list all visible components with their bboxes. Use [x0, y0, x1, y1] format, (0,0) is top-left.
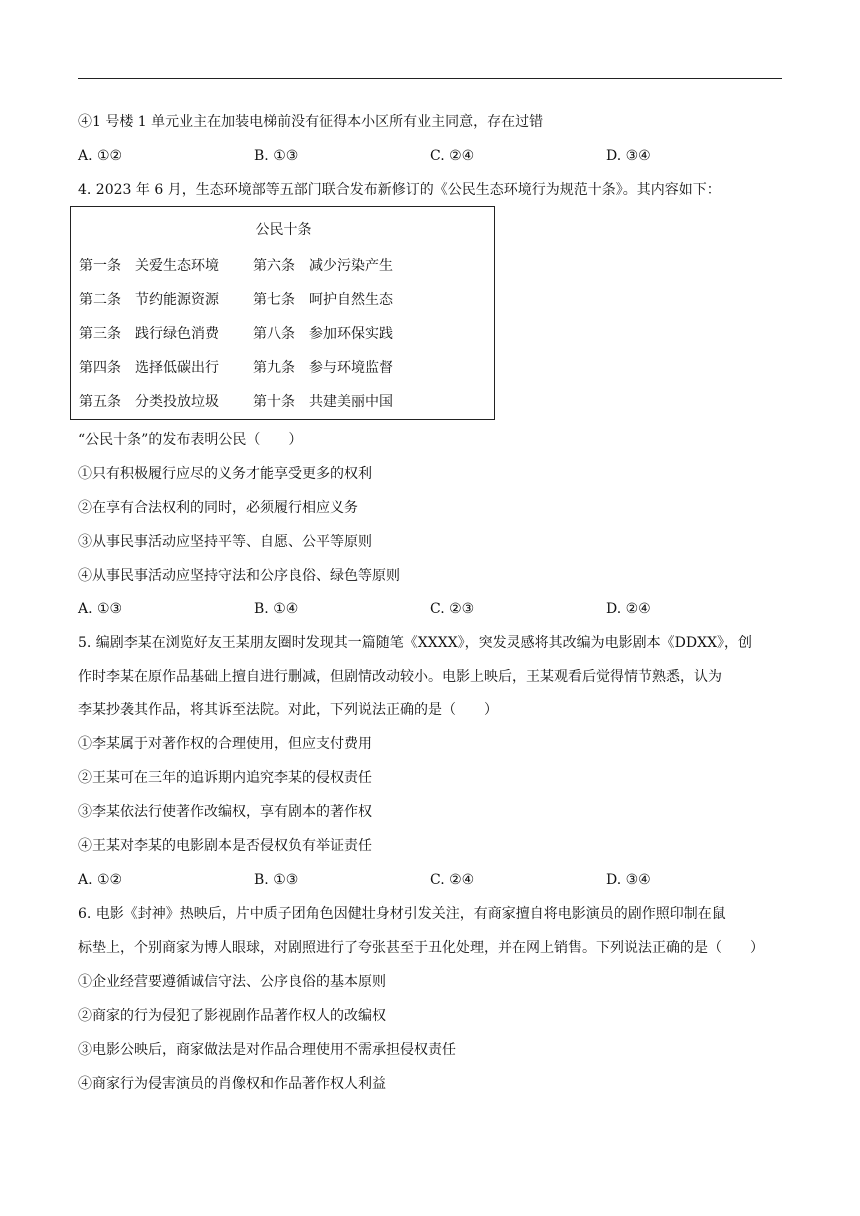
rule-right: 第十条 共建美丽中国	[253, 394, 393, 410]
q5-option-a: A. ①②	[78, 872, 123, 888]
q3-item-4: ④1 号楼 1 单元业主在加装电梯前没有征得本小区所有业主同意，存在过错	[78, 114, 544, 130]
q3-option-b: B. ①③	[254, 148, 299, 164]
q5-stem-line-1: 5. 编剧李某在浏览好友王某朋友圈时发现其一篇随笔《XXXX》，突发灵感将其改编为电影剧本《DDXX》，创	[78, 635, 753, 651]
rule-left: 第四条 选择低碳出行	[79, 360, 219, 376]
q4-question: “公民十条”的发布表明公民（ ）	[78, 432, 303, 448]
q6-stem-line-1: 6. 电影《封神》热映后，片中质子团角色因健壮身材引发关注，有商家擅自将电影演员的剧作照印制在鼠	[78, 906, 726, 922]
q6-item-2: ②商家的行为侵犯了影视剧作品著作权人的改编权	[78, 1008, 386, 1024]
q5-stem-line-2: 作时李某在原作品基础上擅自进行删减，但剧情改动较小。电影上映后，王某观看后觉得情节熟悉，认为	[78, 669, 722, 685]
q4-item-1: ①只有积极履行应尽的义务才能享受更多的权利	[78, 466, 372, 482]
q6-stem-line-2: 标垫上，个别商家为博人眼球，对剧照进行了夸张甚至于丑化处理，并在网上销售。下列说法正确的是（ ）	[78, 940, 764, 956]
q5-option-c: C. ②④	[430, 872, 475, 888]
rule-right: 第九条 参与环境监督	[253, 360, 393, 376]
q3-option-a: A. ①②	[78, 148, 123, 164]
q4-item-4: ④从事民事活动应坚持守法和公序良俗、绿色等原则	[78, 568, 400, 584]
q3-option-d: D. ③④	[606, 148, 651, 164]
q5-item-3: ③李某依法行使著作改编权，享有剧本的著作权	[78, 804, 372, 820]
q6-item-1: ①企业经营要遵循诚信守法、公序良俗的基本原则	[78, 974, 386, 990]
citizen-ten-rules-box	[70, 206, 495, 420]
q3-option-c: C. ②④	[430, 148, 475, 164]
rule-right: 第七条 呵护自然生态	[253, 292, 393, 308]
q5-item-1: ①李某属于对著作权的合理使用，但应支付费用	[78, 736, 372, 752]
q4-item-3: ③从事民事活动应坚持平等、自愿、公平等原则	[78, 534, 372, 550]
rule-right: 第八条 参加环保实践	[253, 326, 393, 342]
q4-option-b: B. ①④	[254, 601, 299, 617]
q5-stem-line-3: 李某抄袭其作品，将其诉至法院。对此，下列说法正确的是（ ）	[78, 702, 498, 718]
q6-item-4: ④商家行为侵害演员的肖像权和作品著作权人利益	[78, 1076, 386, 1092]
rule-left: 第二条 节约能源资源	[79, 292, 219, 308]
q5-item-4: ④王某对李某的电影剧本是否侵权负有举证责任	[78, 838, 372, 854]
box-title: 公民十条	[255, 222, 312, 238]
q4-option-a: A. ①③	[78, 601, 123, 617]
rule-left: 第一条 关爱生态环境	[79, 258, 219, 274]
q5-option-b: B. ①③	[254, 872, 299, 888]
q6-item-3: ③电影公映后，商家做法是对作品合理使用不需承担侵权责任	[78, 1042, 456, 1058]
q4-option-d: D. ②④	[606, 601, 651, 617]
q4-item-2: ②在享有合法权利的同时，必须履行相应义务	[78, 500, 358, 516]
header-rule	[78, 78, 782, 79]
q5-option-d: D. ③④	[606, 872, 651, 888]
q4-stem: 4. 2023 年 6 月，生态环境部等五部门联合发布新修订的《公民生态环境行为规范十条》。其内容如下：	[78, 182, 721, 198]
q4-option-c: C. ②③	[430, 601, 475, 617]
q5-item-2: ②王某可在三年的追诉期内追究李某的侵权责任	[78, 770, 372, 786]
rule-left: 第三条 践行绿色消费	[79, 326, 219, 342]
rule-right: 第六条 减少污染产生	[253, 258, 393, 274]
rule-left: 第五条 分类投放垃圾	[79, 394, 219, 410]
